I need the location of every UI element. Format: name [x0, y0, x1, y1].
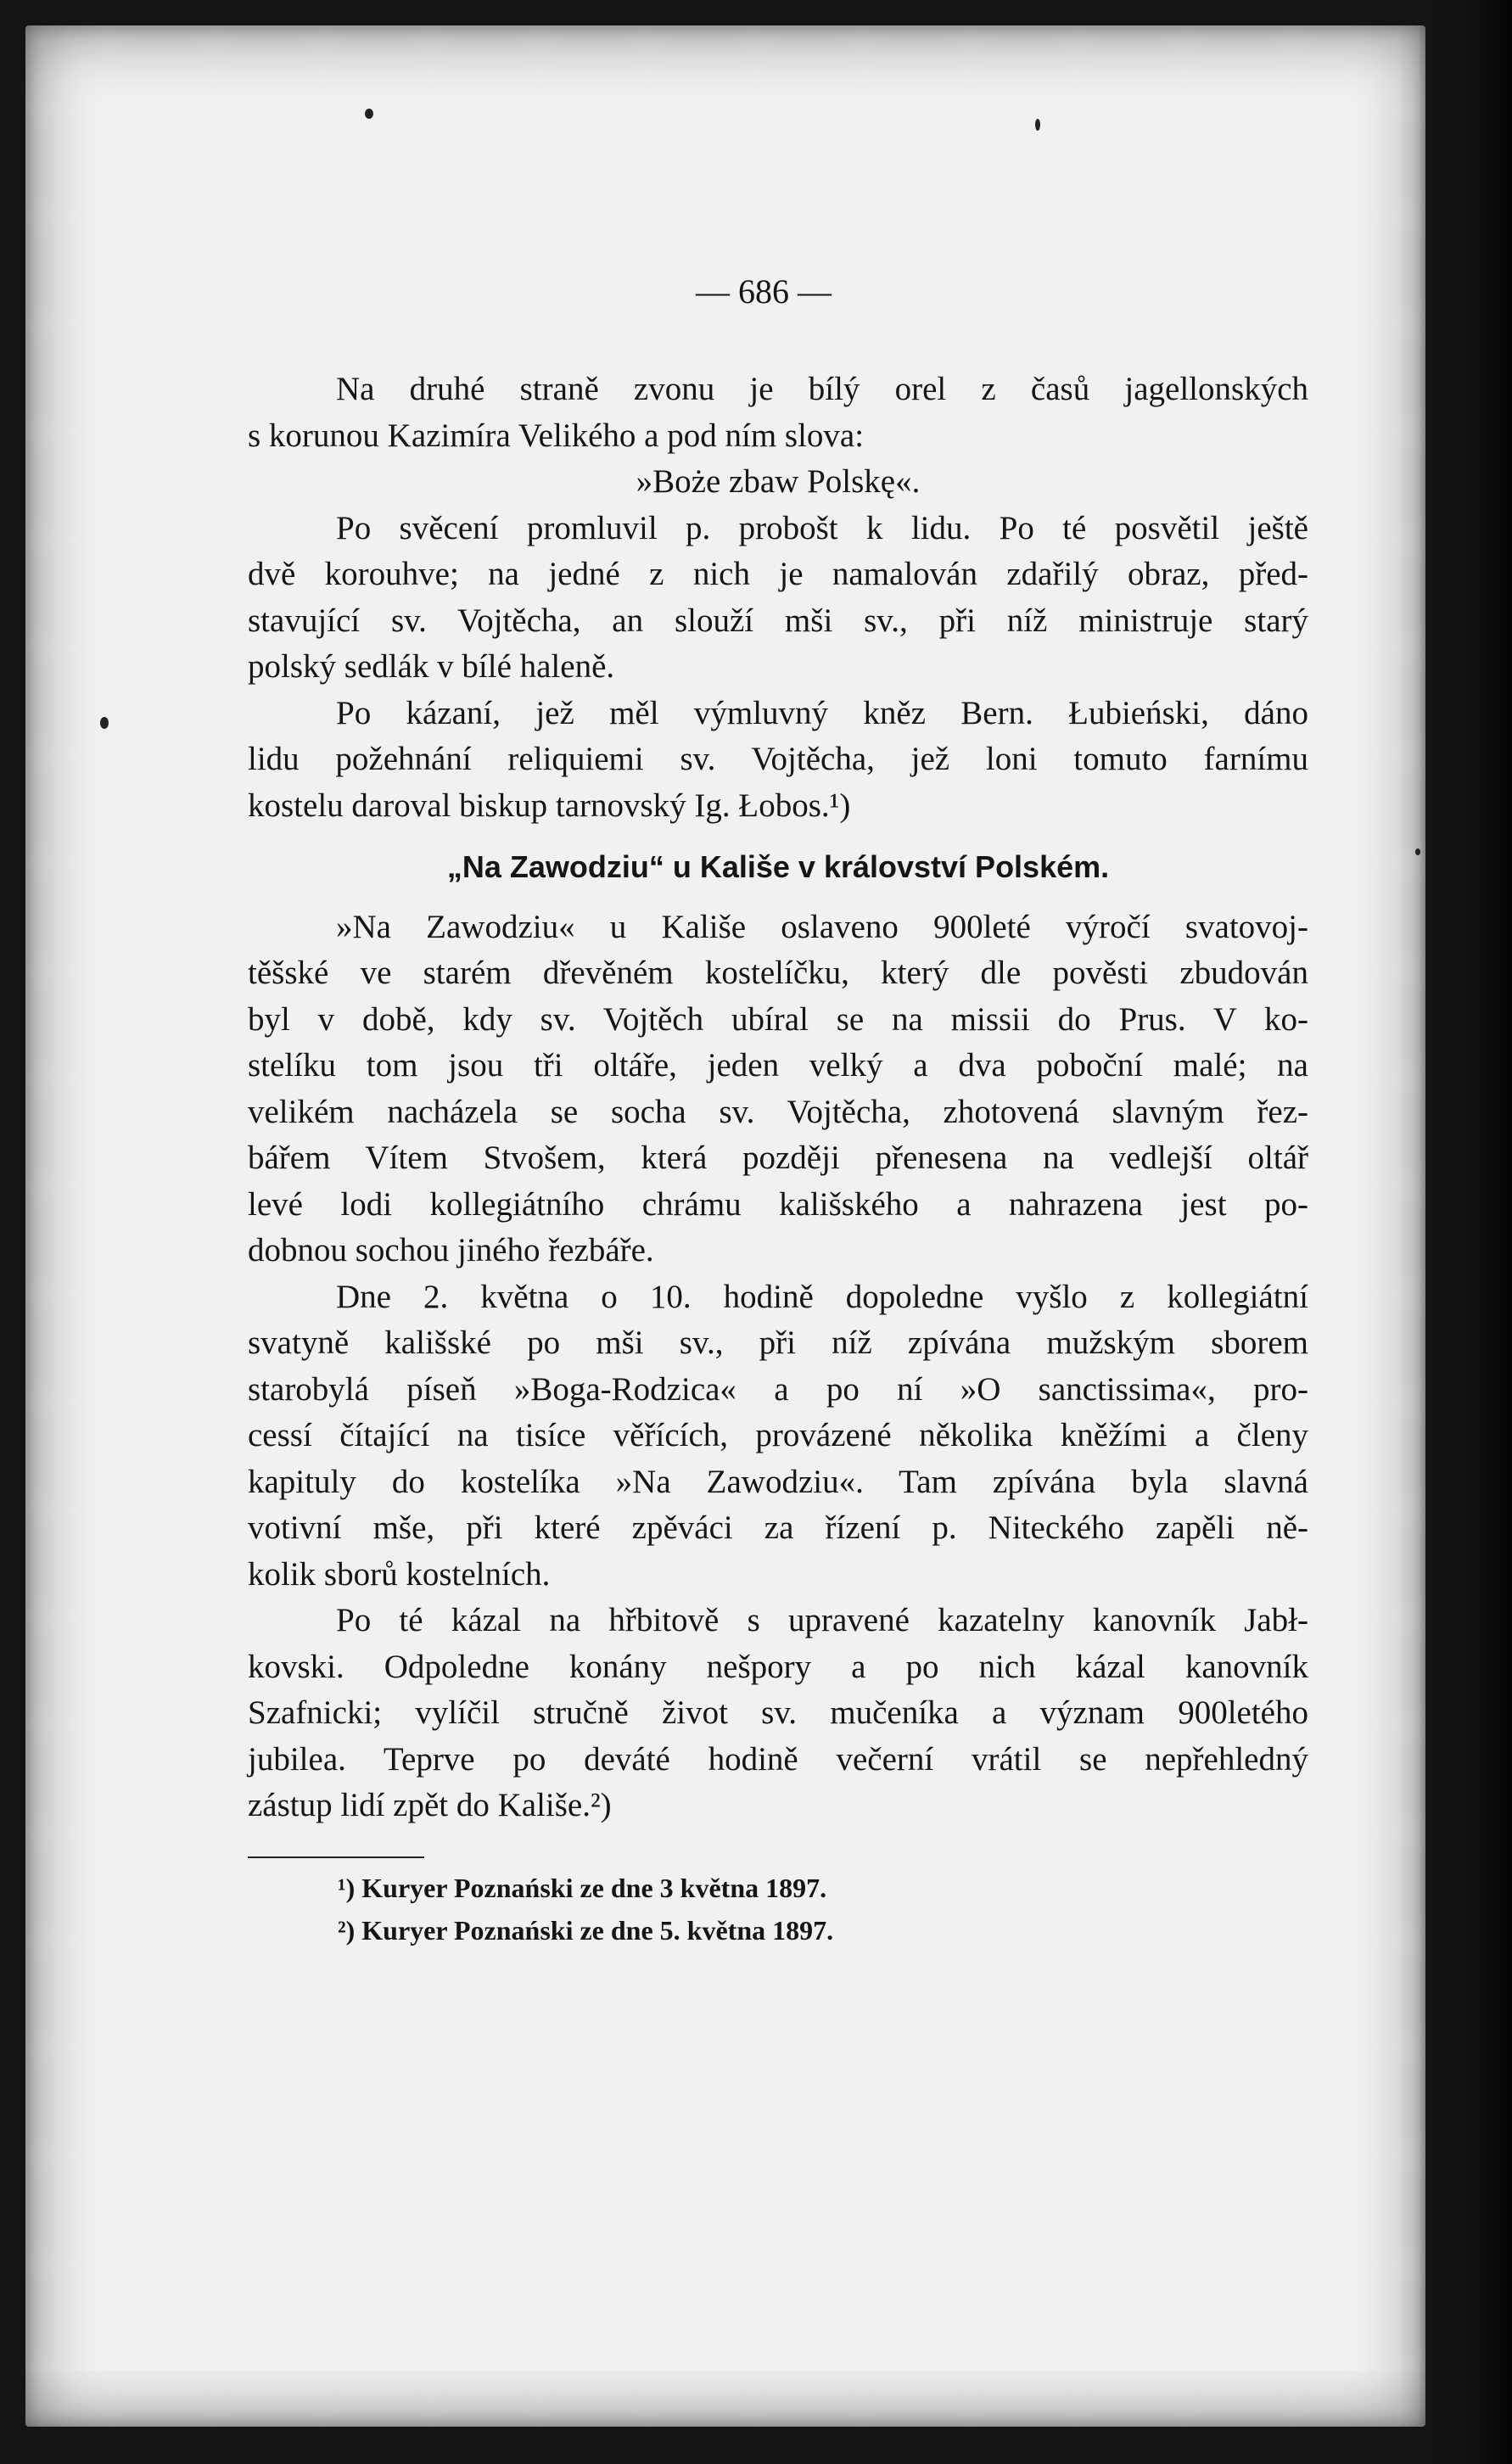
body-text — [248, 367, 1308, 1829]
text-line: Po té kázal na hřbitově s upravené kazatelny kanovník Jabł- — [336, 1602, 1308, 1638]
text-line: Po kázaní, jež měl výmluvný kněz Bern. Łubieński, dáno — [336, 694, 1308, 731]
text-line: »Na Zawodziu« u Kališe oslaveno 900leté výročí svatovoj- — [336, 908, 1308, 945]
text-line: kovski. Odpoledne konány nešpory a po nich kázal kanovník — [248, 1648, 1308, 1685]
section-heading: „Na Zawodziu“ u Kališe v království Polském. — [446, 849, 1110, 884]
text-line: bářem Vítem Stvošem, která později přenesena na vedlejší oltář — [248, 1140, 1308, 1176]
scan-speck — [365, 109, 373, 119]
page-number: — 686 — — [696, 272, 832, 311]
text-line: Na druhé straně zvonu je bílý orel z časů jagellonských — [336, 371, 1308, 407]
text-line: polský sedlák v bílé haleně. — [248, 648, 615, 685]
centered-quote: »Boże zbaw Polskę«. — [636, 463, 921, 500]
scan-speck — [100, 717, 109, 729]
text-line: stavující sv. Vojtěcha, an slouží mši sv., při níž ministruje starý — [248, 602, 1308, 639]
text-line: těšské ve starém dřevěném kostelíčku, který dle pověsti zbudován — [248, 955, 1308, 991]
text-line: svatyně kališské po mši sv., při níž zpívána mužským sborem — [248, 1324, 1308, 1361]
text-line: kostelu daroval biskup tarnovský Ig. Łobos.¹) — [248, 787, 851, 824]
text-line: velikém nacházela se socha sv. Vojtěcha, zhotovená slavným řez- — [248, 1093, 1308, 1130]
text-line: byl v době, kdy sv. Vojtěch ubíral se na missii do Prus. V ko- — [248, 1000, 1308, 1038]
footnote-rule — [248, 1856, 424, 1858]
footnotes — [338, 1867, 833, 1952]
scan-speck — [1415, 848, 1420, 855]
text-line: Szafnicki; vylíčil stručně život sv. mučeníka a význam 900letého — [248, 1694, 1308, 1731]
text-line: kolik sborů kostelních. — [248, 1555, 551, 1593]
scan-speck — [1035, 119, 1040, 131]
footnote: ¹) Kuryer Poznański ze dne 3 května 1897. — [338, 1873, 827, 1903]
text-line: Dne 2. května o 10. hodině dopoledne vyšlo z kollegiátní — [336, 1278, 1308, 1315]
text-line: dvě korouhve; na jedné z nich je namalován zdařilý obraz, před- — [248, 556, 1308, 592]
text-line: s korunou Kazimíra Velikého a pod ním slova: — [248, 417, 865, 454]
text-line: zástup lidí zpět do Kališe.²) — [248, 1787, 612, 1823]
text-line: votivní mše, při které zpěváci za řízení p. Niteckého zapěli ně- — [248, 1509, 1308, 1546]
text-line: starobylá píseň »Boga-Rodzica« a po ní »O sanctissima«, pro- — [248, 1370, 1308, 1408]
text-line: Po svěcení promluvil p. probošt k lidu. Po té posvětil ještě — [336, 509, 1308, 546]
text-line: lidu požehnání reliquiemi sv. Vojtěcha, jež loni tomuto farnímu — [248, 741, 1308, 777]
text-line: stelíku tom jsou tři oltáře, jeden velký a dva poboční malé; na — [248, 1047, 1308, 1084]
text-line: jubilea. Teprve po deváté hodině večerní vrátil se nepřehledný — [248, 1740, 1308, 1778]
text-line: levé lodi kollegiátního chrámu kališského a nahrazena jest po- — [248, 1185, 1308, 1223]
text-line: cessí čítající na tisíce věřících, provázené několika kněžími a členy — [248, 1417, 1308, 1453]
text-line: kapituly do kostelíka »Na Zawodziu«. Tam zpívána byla slavná — [248, 1463, 1308, 1500]
scan-edge-shadow — [1419, 0, 1512, 2464]
text-line: dobnou sochou jiného řezbáře. — [248, 1232, 654, 1268]
footnote: ²) Kuryer Poznański ze dne 5. května 1897. — [338, 1915, 834, 1946]
